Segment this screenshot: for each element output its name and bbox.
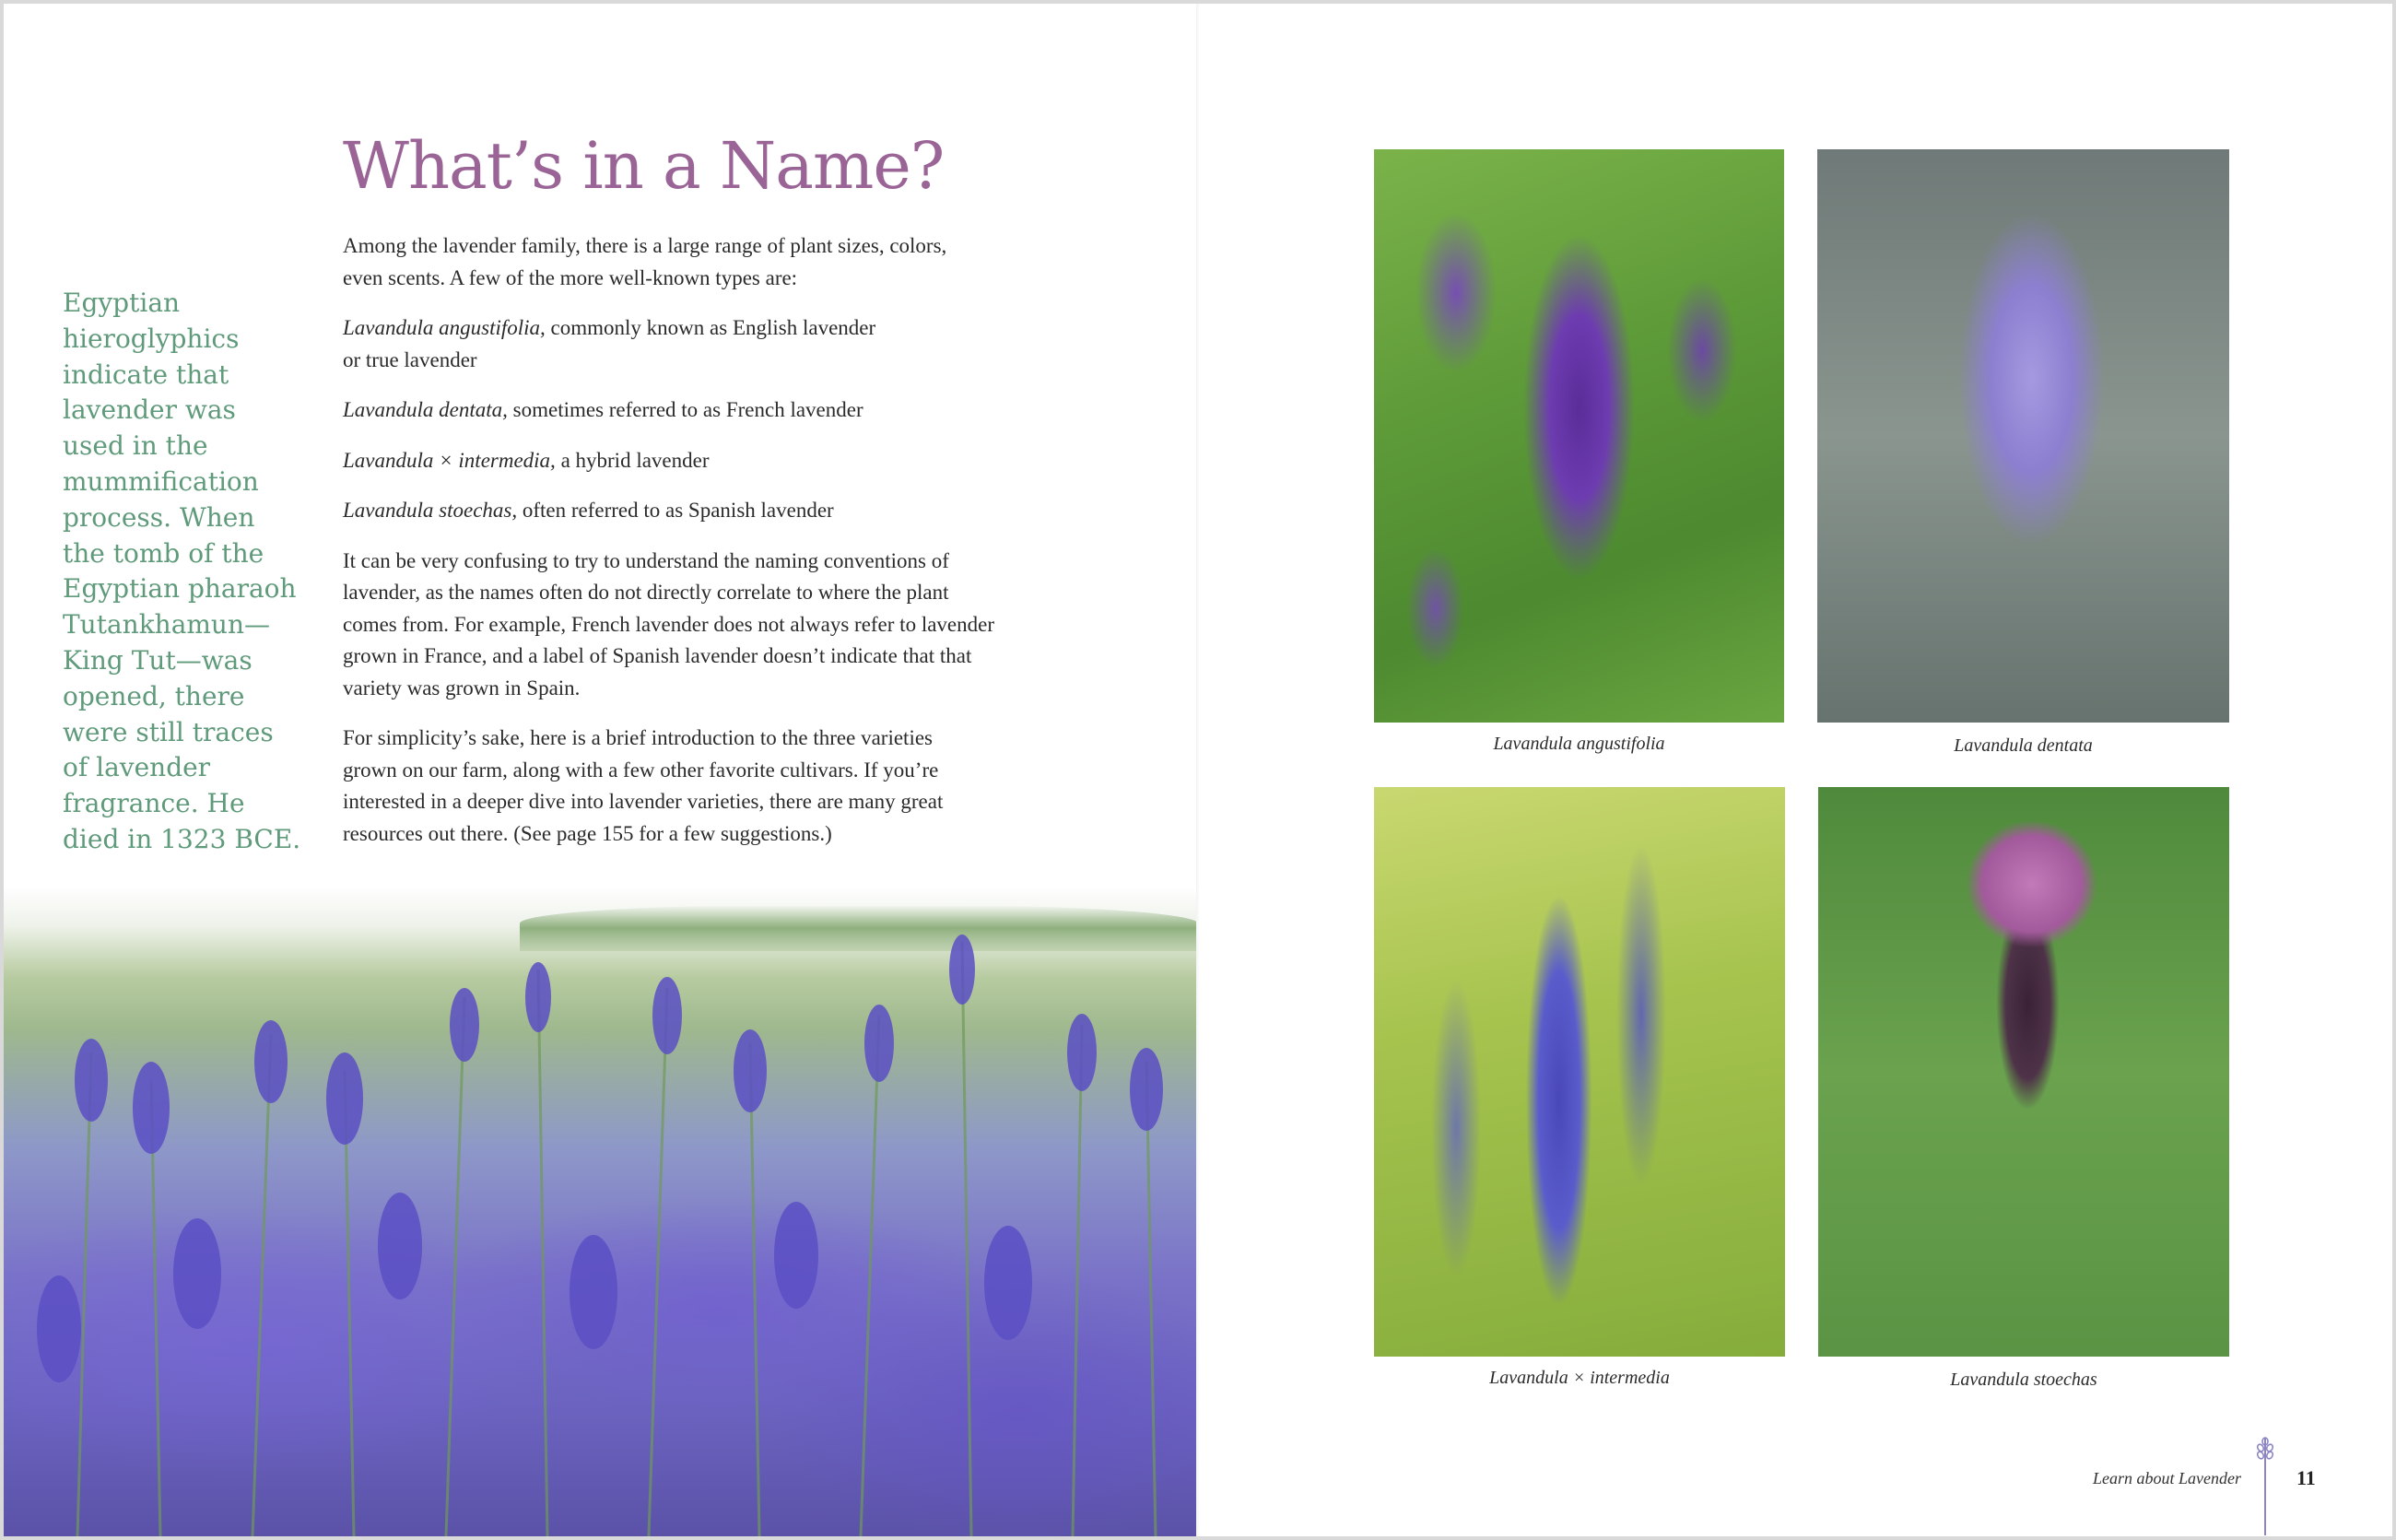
lavender-type-item [343, 394, 1043, 427]
lavandula-angustifolia-photo [1374, 149, 1784, 723]
species-description: often referred to as Spanish lavender [517, 499, 834, 522]
sidebar-quote-line: mummification [63, 465, 259, 497]
sidebar-quote-line: hieroglyphics [63, 323, 240, 354]
species-name: Lavandula angustifolia, [343, 316, 546, 339]
lavender-type-item [343, 312, 1043, 376]
simplicity-paragraph [343, 723, 1043, 850]
text-line: lavender, as the names often do not directly correlate to where the plant [343, 581, 949, 604]
text-line [343, 394, 1043, 427]
species-description: a hybrid lavender [555, 448, 710, 472]
text-line: grown on our farm, along with a few other favorite cultivars. If you’re [343, 758, 939, 782]
left-page [4, 4, 1198, 1536]
species-description: sometimes referred to as French lavender [507, 398, 863, 421]
photo-caption: Lavandula × intermedia [1489, 1368, 1670, 1388]
species-name: Lavandula × intermedia, [343, 448, 556, 472]
sidebar-quote-line: of lavender [63, 752, 211, 783]
text-line [343, 495, 1043, 527]
naming-paragraph [343, 546, 1043, 705]
photo-caption: Lavandula dentata [1954, 735, 2093, 756]
right-page [1198, 4, 2392, 1536]
text-line: Among the lavender family, there is a large range of plant sizes, colors, [343, 234, 947, 257]
running-footer: Learn about Lavender [2093, 1469, 2241, 1487]
text-line: or true lavender [343, 347, 477, 371]
text-line: For simplicity’s sake, here is a brief introduction to the three varieties [343, 726, 933, 749]
sidebar-quote-line: opened, there [63, 680, 245, 711]
lavender-stems-illustration [4, 887, 1198, 1536]
lavender-field-photo [4, 887, 1198, 1536]
page-number: 11 [2296, 1466, 2316, 1489]
sidebar-quote-line: Tutankhamun— [63, 609, 270, 641]
sidebar-quote-line: fragrance. He [63, 788, 245, 819]
text-line: grown in France, and a label of Spanish lavender doesn’t indicate that that [343, 644, 972, 667]
text-line: comes from. For example, French lavender does not always refer to lavender [343, 612, 994, 636]
lavandula-dentata-photo [1817, 149, 2229, 723]
text-line: even scents. A few of the more well-known types are: [343, 265, 798, 289]
sidebar-quote-line: were still traces [63, 716, 274, 747]
article-body [343, 230, 1043, 868]
lavender-type-item [343, 495, 1043, 527]
photo-caption: Lavandula angustifolia [1493, 734, 1665, 754]
sidebar-quote-line: died in 1323 BCE. [63, 823, 301, 854]
sidebar-quote [63, 286, 302, 858]
lavender-sprig-icon [2253, 1437, 2277, 1464]
species-name: Lavandula stoechas, [343, 499, 518, 522]
page-title: What’s in a Name? [343, 128, 945, 204]
sidebar-quote-line: process. When [63, 501, 255, 533]
text-line: variety was grown in Spain. [343, 676, 581, 699]
sidebar-quote-line: lavender was [63, 394, 236, 426]
text-line: resources out there. (See page 155 for a few suggestions.) [343, 821, 832, 845]
sidebar-quote-line: Egyptian pharaoh [63, 573, 297, 605]
intro-paragraph [343, 230, 1043, 294]
species-description: commonly known as English lavender [545, 316, 876, 339]
lavender-type-item [343, 445, 1043, 477]
photo-caption: Lavandula stoechas [1950, 1370, 2097, 1390]
text-line [343, 445, 1043, 477]
sidebar-quote-line: King Tut—was [63, 644, 253, 676]
sidebar-quote-line: used in the [63, 430, 208, 462]
lavandula-intermedia-photo [1374, 787, 1785, 1357]
text-line: It can be very confusing to try to understand the naming conventions of [343, 548, 949, 572]
lavandula-stoechas-photo [1818, 787, 2229, 1357]
text-line: interested in a deeper dive into lavender varieties, there are many great [343, 790, 944, 813]
sidebar-quote-line: indicate that [63, 359, 229, 390]
sidebar-quote-line: Egyptian [63, 288, 181, 318]
text-line [343, 312, 1043, 345]
species-name: Lavandula dentata, [343, 398, 508, 421]
sidebar-quote-line: the tomb of the [63, 537, 264, 569]
book-spread [4, 4, 2392, 1536]
